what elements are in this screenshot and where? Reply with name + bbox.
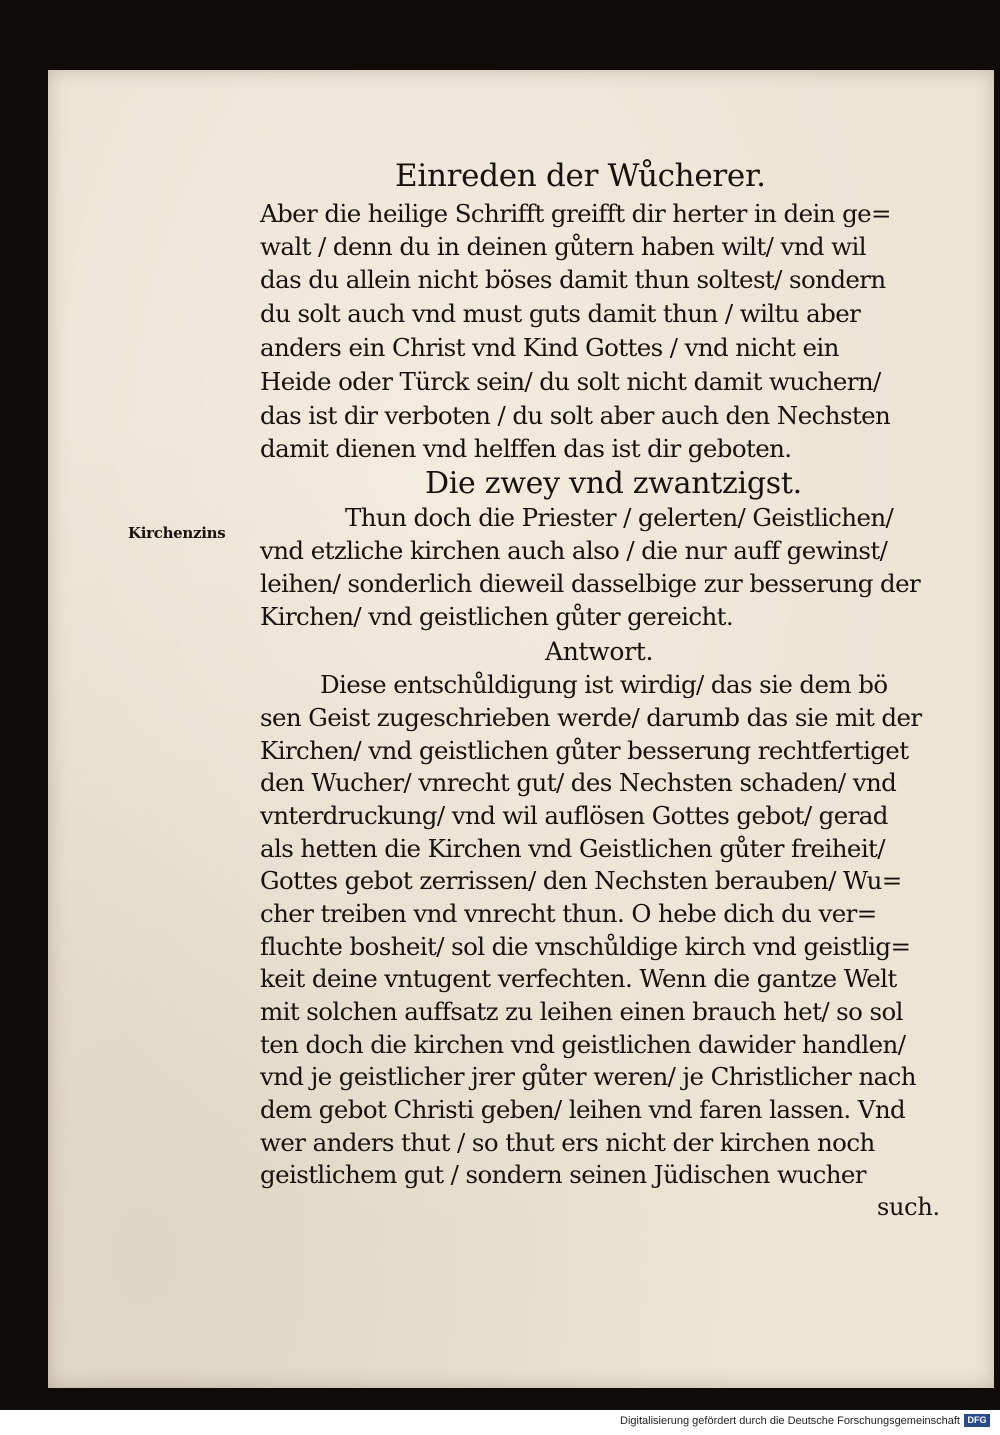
text-line: vnd etzliche kirchen auch also / die nur auff gewinst/ xyxy=(260,536,888,565)
text-line: Heide oder Türck sein/ du solt nicht damit wuchern/ xyxy=(260,367,881,396)
text-line: sen Geist zugeschrieben werde/ darumb das sie mit der xyxy=(260,703,922,732)
text-line: geistlichem gut / sondern seinen Jüdischen wucher xyxy=(260,1160,866,1189)
text-line: Diese entschůldigung ist wirdig/ das sie dem bö xyxy=(320,670,888,699)
text-line: dem gebot Christi geben/ leihen vnd faren lassen. Vnd xyxy=(260,1095,906,1124)
running-header: Einreden der Wůcherer. xyxy=(395,158,766,194)
text-line: Thun doch die Priester / gelerten/ Geistlichen/ xyxy=(345,503,894,532)
text-line: cher treiben vnd vnrecht thun. O hebe dich du ver= xyxy=(260,899,877,928)
text-line: fluchte bosheit/ sol die vnschůldige kirch vnd geistlig= xyxy=(260,932,911,961)
text-line: mit solchen auffsatz zu leihen einen brauch het/ so sol xyxy=(260,997,903,1026)
margin-note: Kirchenzins xyxy=(128,524,226,542)
text-line: walt / denn du in deinen gůtern haben wilt/ vnd wil xyxy=(260,232,867,261)
text-line: damit dienen vnd helffen das ist dir geboten. xyxy=(260,434,792,463)
funding-credit: Digitalisierung gefördert durch die Deutsche Forschungsgemeinschaft xyxy=(620,1415,960,1427)
text-line: vnd je geistlicher jrer gůter weren/ je Christlicher nach xyxy=(260,1062,916,1091)
text-line: leihen/ sonderlich dieweil dasselbige zur besserung der xyxy=(260,569,921,598)
text-line: Aber die heilige Schrifft greifft dir herter in dein ge= xyxy=(260,199,891,228)
text-line: wer anders thut / so thut ers nicht der kirchen noch xyxy=(260,1128,875,1157)
text-line: ten doch die kirchen vnd geistlichen dawider handlen/ xyxy=(260,1030,906,1059)
text-line: als hetten die Kirchen vnd Geistlichen gůter freiheit/ xyxy=(260,834,885,863)
text-line: den Wucher/ vnrecht gut/ des Nechsten schaden/ vnd xyxy=(260,768,897,797)
text-line: Kirchen/ vnd geistlichen gůter besserung rechtfertiget xyxy=(260,736,909,765)
catchword: such. xyxy=(877,1193,940,1221)
dfg-logo-icon: DFG xyxy=(964,1414,990,1427)
text-line: du solt auch vnd must guts damit thun / wiltu aber xyxy=(260,299,861,328)
text-line: anders ein Christ vnd Kind Gottes / vnd nicht ein xyxy=(260,333,839,362)
text-line: das du allein nicht böses damit thun soltest/ sondern xyxy=(260,265,886,294)
text-line: Kirchen/ vnd geistlichen gůter gereicht. xyxy=(260,602,734,631)
text-line: vnterdruckung/ vnd wil auflösen Gottes gebot/ gerad xyxy=(260,801,888,830)
text-line: das ist dir verboten / du solt aber auch den Nechsten xyxy=(260,401,891,430)
text-line: keit deine vntugent verfechten. Wenn die gantze Welt xyxy=(260,964,897,993)
section-heading: Die zwey vnd zwantzigst. xyxy=(425,466,802,501)
answer-heading: Antwort. xyxy=(545,637,654,666)
text-line: Gottes gebot zerrissen/ den Nechsten berauben/ Wu= xyxy=(260,866,902,895)
